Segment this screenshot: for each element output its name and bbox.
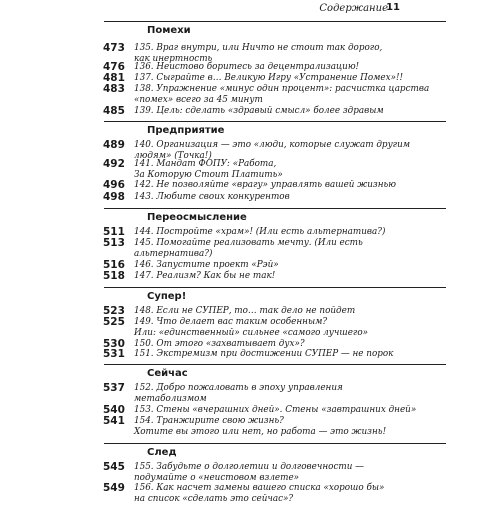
entry-title: 148. Если не СУПЕР, то… так дело не пойдет: [134, 306, 356, 316]
entry-title: 151. Экстремизм при достижении СУПЕР — не порок: [134, 349, 394, 359]
page-number: 11: [386, 2, 400, 13]
entry-page-number: 473: [103, 42, 125, 54]
entry-page-number: 540: [103, 404, 125, 416]
entry-page-number: 525: [103, 316, 125, 328]
section-title: След: [147, 447, 177, 458]
entry-title: 155. Забудьте о долголетии и долговечности — подумайте о «неистовом взлете»: [134, 462, 364, 483]
entry-title: 146. Запустите проект «Рэй»: [134, 260, 279, 270]
running-header-title: Содержание: [319, 3, 388, 14]
entry-page-number: 537: [103, 382, 125, 394]
entry-page-number: 476: [103, 61, 125, 73]
entry-page-number: 485: [103, 105, 125, 117]
entry-title: 137. Сыграйте в… Великую Игру «Устранение Помех»!!: [134, 73, 404, 83]
section-title: Предприятие: [147, 125, 225, 136]
entry-title: 142. Не позволяйте «врагу» управлять вашей жизнью: [134, 180, 397, 190]
entry-title: 150. От этого «захватывает дух»?: [134, 339, 305, 349]
section-divider: [104, 287, 446, 288]
entry-page-number: 513: [103, 237, 125, 249]
entry-title: 138. Упражнение «минус один процент»: расчистка царства «помех» всего за 45 минут: [134, 84, 430, 105]
entry-title: 154. Транжирите свою жизнь? Хотите вы этого или нет, но работа — это жизнь!: [134, 416, 387, 437]
entry-title: 143. Любите своих конкурентов: [134, 192, 290, 202]
entry-page-number: 496: [103, 179, 125, 191]
section-title: Супер!: [147, 291, 187, 302]
section-divider: [104, 443, 446, 444]
entry-page-number: 498: [103, 191, 125, 203]
section-divider: [104, 364, 446, 365]
section-divider: [104, 21, 446, 22]
running-header: [0, 0, 500, 20]
entry-title: 149. Что делает вас таким особенным? Или: «единственный» сильнее «самого лучшего»: [134, 317, 369, 338]
entry-title: 144. Постройте «храм»! (Или есть альтернатива?): [134, 227, 386, 237]
entry-page-number: 492: [103, 158, 125, 170]
section-divider: [104, 121, 446, 122]
section-title: Помехи: [147, 25, 191, 36]
entry-title: 152. Добро пожаловать в эпоху управления метаболизмом: [134, 383, 343, 404]
entry-page-number: 541: [103, 415, 125, 427]
entry-title: 156. Как насчет замены вашего списка «хорошо бы» на список «сделать это сейчас»?: [134, 483, 385, 504]
entry-title: 147. Реализм? Как бы не так!: [134, 271, 276, 281]
entry-title: 145. Помогайте реализовать мечту. (Или есть альтернатива?): [134, 238, 363, 259]
entry-page-number: 531: [103, 348, 125, 360]
entry-title: 135. Враг внутри, или Ничто не стоит так дорого, как инертность: [134, 43, 383, 64]
entry-page-number: 518: [103, 270, 125, 282]
entry-page-number: 481: [103, 72, 125, 84]
entry-title: 136. Неистово боритесь за децентрализацию!: [134, 62, 360, 72]
section-title: Сейчас: [147, 368, 188, 379]
entry-page-number: 545: [103, 461, 125, 473]
section-title: Переосмысление: [147, 212, 247, 223]
entry-title: 139. Цель: сделать «здравый смысл» более здравым: [134, 106, 384, 116]
section-divider: [104, 208, 446, 209]
entry-page-number: 516: [103, 259, 125, 271]
entry-page-number: 530: [103, 338, 125, 350]
entry-title: 140. Организация — это «люди, которые служат другим людям» (Точка!): [134, 140, 411, 161]
entry-page-number: 483: [103, 83, 125, 95]
entry-page-number: 489: [103, 139, 125, 151]
entry-title: 153. Стены «вчерашних дней». Стены «завтрашних дней»: [134, 405, 417, 415]
entry-title: 141. Мандат ФОПУ: «Работа, За Которую Стоит Платить»: [134, 159, 283, 180]
entry-page-number: 549: [103, 482, 125, 494]
entry-page-number: 511: [103, 226, 125, 238]
entry-page-number: 523: [103, 305, 125, 317]
